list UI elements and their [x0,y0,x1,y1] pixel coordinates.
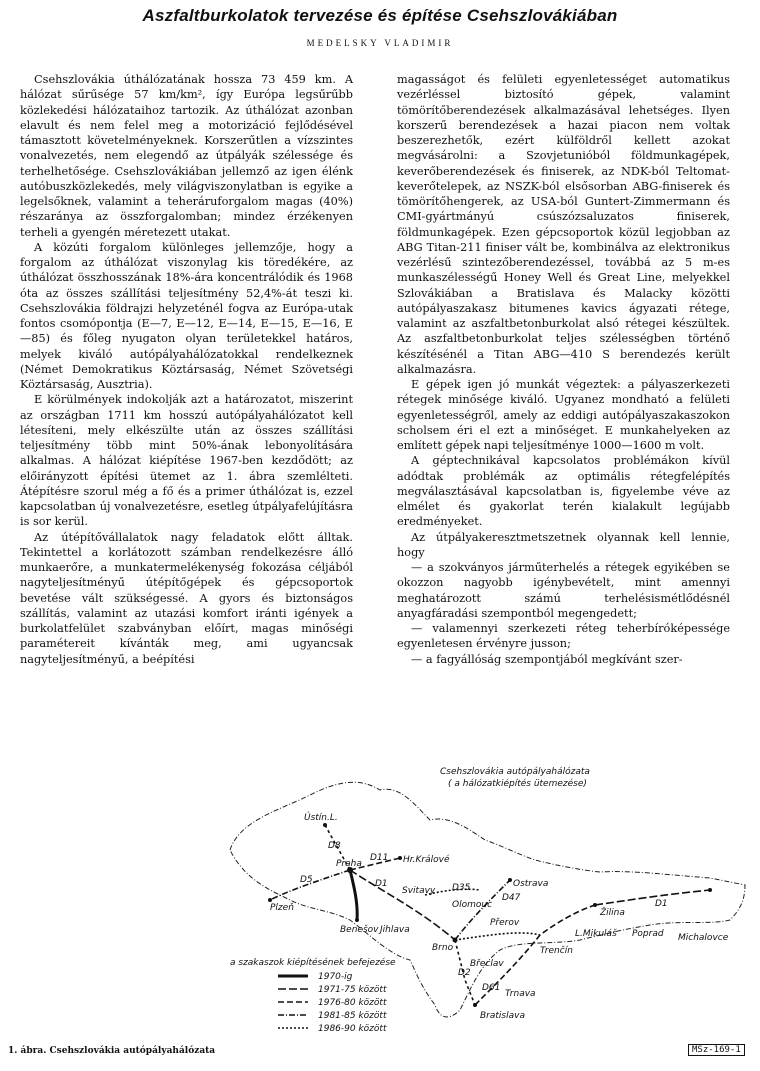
city-label: Hr.Králové [403,855,450,865]
legend-item: 1981-85 között [318,1011,387,1021]
city-label: Břeclav [470,959,504,969]
legend-item: 1970-ig [318,972,353,982]
paragraph: E körülmények indokolják azt a határozatot, miszerint az országban 1711 km hosszú autópályahálózatot kell létesíteni, mely elkészülte után az összes szállítási teljesítmény több mint 50%-ának lebonyolítására alkalmas. A hálózat kiépítése 1967-ben kezdődött; az előirányzott építési ütemet az 1. ábra szemlélteti. Átépítésre szorul még a fő és a primer úthálózat is, ezzel kapcsolatban új vonalvezetésre, esetleg útpályafelújításra is sor kerül. [20,393,353,529]
city-dot-usti [323,823,327,827]
city-dot-hrkralove [398,856,402,860]
motorway-map [200,760,750,1055]
city-label: Ostrava [513,879,549,889]
city-label: Ústín.L. [304,813,338,823]
city-label: Žilina [600,908,625,918]
map-title: Csehszlovákia autópályahálózata [440,767,590,777]
paragraph: A közúti forgalom különleges jellemzője, hogy a forgalom az úthálózat viszonylag kis töredékére, az úthálózat összhosszának 18%-ára koncentrálódik és 1968 óta az összes szállítási teljesítmény 52,4%-át teszi ki. Csehszlovákia földrajzi helyzeténél fogva az Európa-utak fontos csomópontja (E—7, E—12, E—14, E—15, E—16, E—85) és főleg nyugaton olyan területekkel határos, melyek kiváló autópályahálózatokkal rendelkeznek (Német Demokratikus Köztársaság, Német Szövetségi Köztársaság, Ausztria). [20,240,353,391]
city-dot-zilina [593,903,597,907]
map-svg [200,760,750,1055]
author-name: MEDELSKY VLADIMIR [306,38,454,48]
road-praha-benesov [350,870,357,920]
legend-item: 1976-80 között [318,998,387,1008]
road-d1-east [595,890,710,905]
figure-code: MSz-169-1 [688,1044,745,1056]
city-label: Jihlava [380,925,410,935]
city-label: Benešov [340,925,379,935]
city-label: Poprad [632,929,664,939]
city-label: Praha [336,859,362,869]
left-column [20,72,353,667]
legend-item: 1986-90 között [318,1024,387,1034]
map-subtitle: ( a hálózatkiépítés ütemezése) [448,779,587,789]
road-code: D1 [375,879,388,889]
road-code: D47 [502,893,521,903]
city-label: Trenčín [540,946,573,956]
list-item: — valamennyi szerkezeti réteg teherbíróképessége egyenletesen érvényre jusson; [397,622,730,651]
right-column [397,72,730,667]
city-dot-ostrava [508,878,512,882]
road-code: D1 [655,899,668,909]
city-label: Michalovce [678,933,729,943]
city-dot-brno [453,938,458,943]
city-label: L.Mikuláš [575,929,617,939]
city-label: Trnava [505,989,536,999]
paragraph: A géptechnikával kapcsolatos problémákon kívül adódtak problémák az optimális rétegfelépítés megválasztásával kapcsolatban is, figyelembe véve az elmélet és gyakorlat terén kialakult legújabb eredményeket. [397,454,730,529]
paragraph: Az útpályakeresztmetszetnek olyannak kell lennie, hogy [397,530,730,559]
road-code: D35 [452,883,471,893]
road-code: D11 [370,853,389,863]
paragraph: magasságot és felületi egyenletességet automatikus vezérléssel biztosító gépek, valamint tömörítőberendezések alkalmazásával lehetséges. Ilyen korszerű berendezések a hazai piacon nem voltak beszerezhetők, ezért külföldről kellett azokat megvásárolni: a Szovjetunióból földmunkagépek, keverőberendezések és finiserek, az NDK-ból Teltomat-keverőtelepek, az NSZK-ból elsősorban ABG-finiserek és tömörítőhengerek, az USA-ból Guntert-Zimmermann és CMI-gyártmányú csúszózsaluzatos finiserek, földmunkagépek. Ezen gépcsoportok közül legjobban az ABG Titan-211 finiser vált be, kombinálva az elektronikus vezérlésű szintezőberendezéssel, továbbá az 5 m-es munkaszélességű Honey Well és Great Line, melyekkel Szlovákiában a Bratislava és Malacky közötti autópályaszakasz bitumenes kavics ágyazati rétege, valamint az aszfaltbetonburkolat alsó rétegei készültek. Az aszfaltbetonburkolat teljes szélességben történő készítésénél a Titan ABG—410 S berendezés került alkalmazásra. [397,73,730,376]
road-code: D5 [300,875,313,885]
map-legend [230,957,396,1034]
paragraph: Csehszlovákia úthálózatának hossza 73 459 km. A hálózat sűrűsége 57 km/km², így Európa legsűrűbb közlekedési hálózataihoz tartozik. Az úthálózat azonban elavult és nem felel meg a motorizáció fejlődésével támasztott követelményeknek. Korszerűtlen a vízszintes vonalvezetés, nem elegendő az útpályák szélessége és terhelhetősége. Csehszlovákiában jellemző az igen élénk autóbuszközlekedés, mely világviszonylatban is egyike a legelsőknek, valamint a teheráruforgalom magas (40%) részaránya az összforgalomban; mindez érzékenyen terheli a gyengén méretezett utakat. [20,73,353,239]
legend-title: a szakaszok kiépítésének befejezése [230,958,396,968]
city-label: Svitavy [402,886,436,896]
article-title: Aszfaltburkolatok tervezése és építése Csehszlovákiában [142,6,618,25]
figure-caption: 1. ábra. Csehszlovákia autópályahálózata [8,1046,216,1056]
city-dot-bratislava [473,1003,477,1007]
paragraph: Az útépítővállalatok nagy feladatok előtt álltak. Tekintettel a korlátozott számban rendelkezésre álló munkaerőre, a munkatermelékenység fokozása céljából nagyteljesítményű útépítőgépek és gépcsoportok bevetése vált szükségessé. A gyors és biztonságos szállítás, valamint az utazási komfort iránti igények a burkolatfelület szabványban előírt, magas minőségi paramétereit kívánták meg, ami ugyancsak nagyteljesítményű, a beépítési [20,530,353,666]
legend-item: 1971-75 között [318,985,387,995]
road-code: D2 [458,968,471,978]
road-code: D8 [328,841,341,851]
city-dot-plzen [268,898,272,902]
list-item: — a szokványos járműterhelés a rétegek egyikében se okozzon nagyobb igénybevételt, mint amennyi meghatározott számú terhelésismétlődésnél anyagfáradási szempontból megengedett; [397,561,730,620]
paragraph: E gépek igen jó munkát végeztek: a pályaszerkezeti rétegek minősége kiváló. Ugyanez mondható a felületi egyenletességről, amely az eddigi autópályaszakaszokon scholsem éri el ezt a minőséget. E munkahelyeken az említett gépek napi teljesítménye 1000—1600 m volt. [397,378,730,452]
list-item: — a fagyállóság szempontjából megkívánt szer- [411,652,683,666]
city-dot-benesov [355,918,359,922]
city-label: Olomouc [452,900,493,910]
city-label: Přerov [490,918,520,928]
city-label: Brno [432,943,454,953]
road-brno-trencin [455,933,540,940]
city-label: Bratislava [480,1011,525,1021]
road-code: D61 [482,983,501,993]
city-dot-michalovce [708,888,712,892]
city-label: Plzeň [270,903,294,913]
